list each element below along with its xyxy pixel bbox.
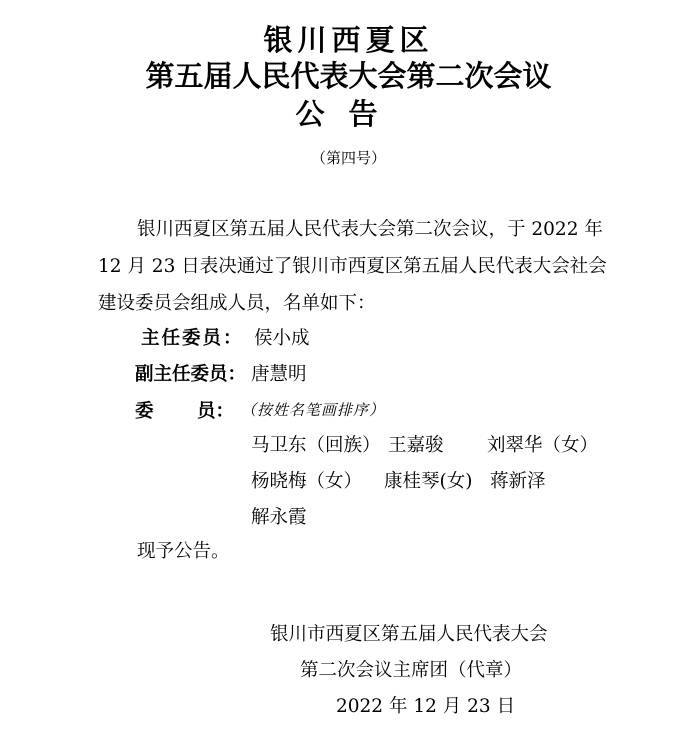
member-name: 康桂琴(女) [384,471,473,492]
vice-director-name: 唐慧明 [251,364,307,385]
title-line-2: 第五届人民代表大会第二次会议 [145,59,552,93]
director-name: 侯小成 [254,328,310,349]
member-name: 蒋新泽 [490,471,546,492]
member-name: 刘翠华（女） [487,435,599,456]
members-label [135,397,234,423]
members-label-rest: 员： [196,401,234,422]
body-line-1: 银川西夏区第五届人民代表大会第二次会议，于 2022 年 [137,219,603,240]
member-name: 解永霞 [251,507,307,528]
member-name: 杨晓梅（女） [251,471,363,492]
title-line-3: 公告 [295,97,402,131]
member-name: 王嘉骏 [388,435,444,456]
title-line-1: 银川西夏区 [263,23,434,57]
director-label: 主任委员： [141,328,244,349]
signature-presidium: 第二次会议主席团（代章） [300,660,523,681]
members-label-char: 委 [135,401,154,422]
closing-text: 现予公告。 [137,541,230,562]
member-name: 马卫东（回族） [251,435,381,456]
body-line-3: 建设委员会组成人员，名单如下： [98,293,376,314]
body-line-2: 12 月 23 日表决通过了银川市西夏区第五届人民代表大会社会 [98,256,607,277]
signature-date: 2022 年 12 月 23 日 [336,696,516,717]
sort-note: （按姓名笔画排序） [241,401,386,419]
signature-org: 银川市西夏区第五届人民代表大会 [270,624,548,645]
vice-director-label: 副主任委员： [135,364,247,385]
issue-number: （第四号） [310,149,386,167]
